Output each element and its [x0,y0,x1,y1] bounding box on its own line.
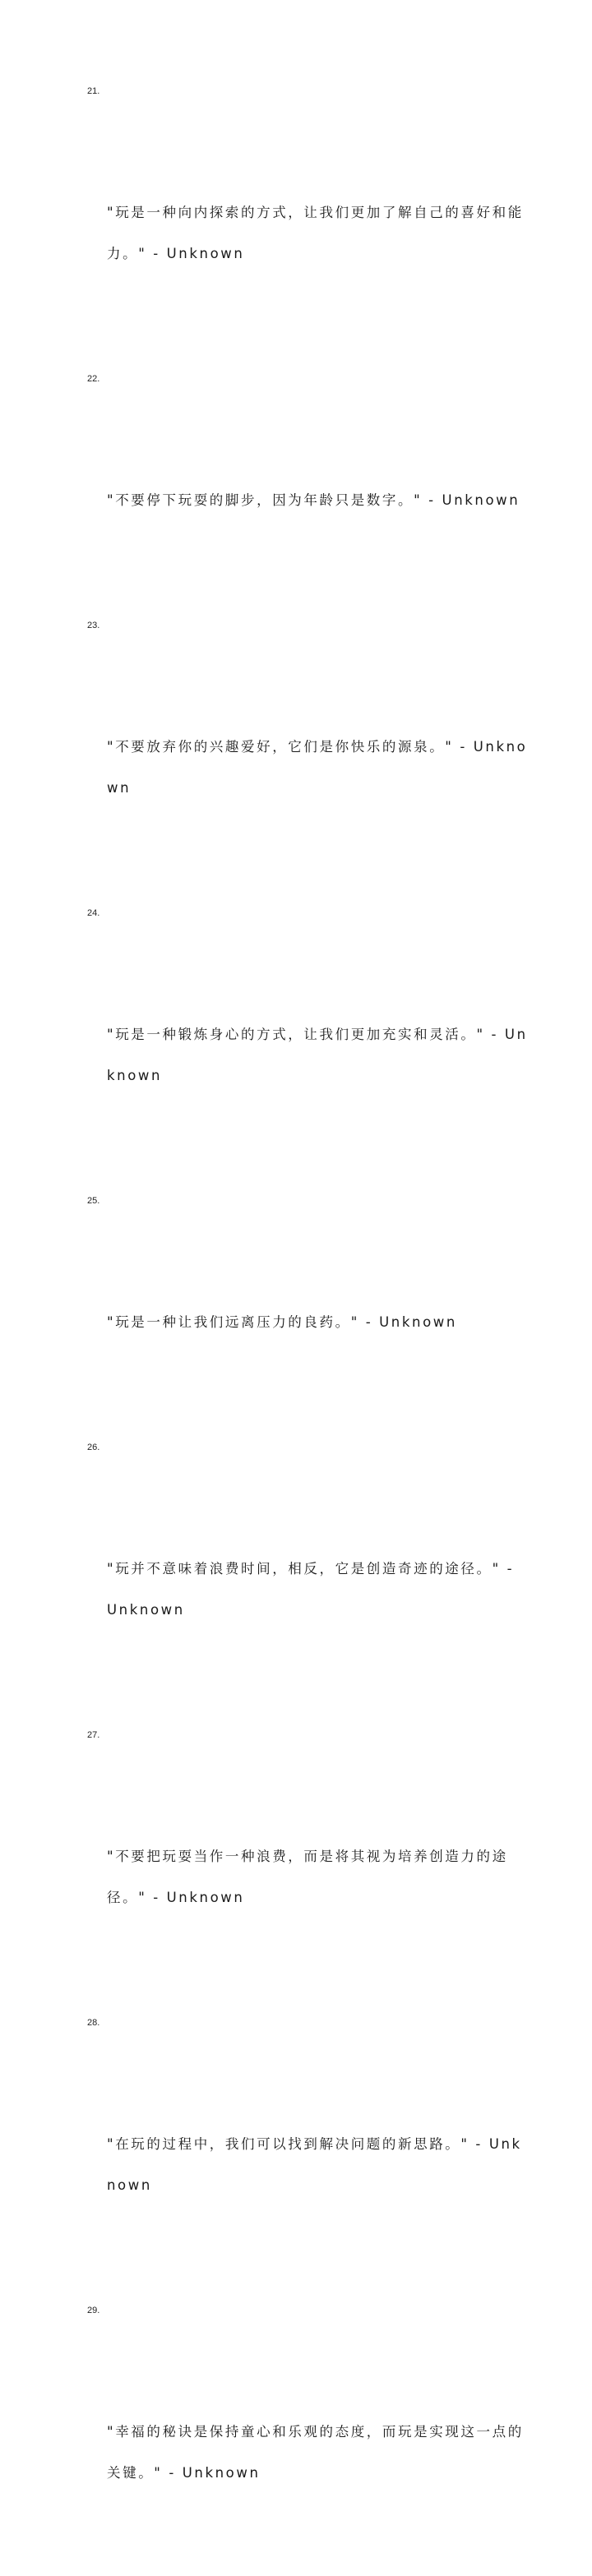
item-number: 28. [87,2018,100,2028]
list-item [87,2288,531,2576]
quote-text: "不要停下玩耍的脚步，因为年龄只是数字。" - Unknown [107,492,520,508]
quote-text: "不要把玩耍当作一种浪费，而是将其视为培养创造力的途径。" - Unknown [107,1849,508,1905]
list-item [87,357,531,603]
list-item [87,1179,531,1425]
quote-list [87,69,531,2576]
item-number: 22. [87,374,100,384]
quote-text: "玩是一种锻炼身心的方式，让我们更加充实和灵活。" - Unknown [107,1027,528,1083]
list-item [87,1713,531,2001]
list-item [87,891,531,1179]
quote-text: "玩是一种让我们远离压力的良药。" - Unknown [107,1314,457,1330]
list-item [87,1425,531,1713]
item-number: 24. [87,908,100,918]
item-number: 23. [87,621,100,630]
quote-text: "不要放弃你的兴趣爱好，它们是你快乐的源泉。" - Unknown [107,739,528,796]
item-number: 21. [87,86,100,96]
quote-text: "在玩的过程中，我们可以找到解决问题的新思路。" - Unknown [107,2136,522,2193]
item-number: 27. [87,1730,100,1740]
list-item [87,69,531,357]
quote-text: "玩是一种向内探索的方式，让我们更加了解自己的喜好和能力。" - Unknown [107,205,524,261]
item-number: 25. [87,1196,100,1206]
item-number: 26. [87,1443,100,1452]
item-number: 29. [87,2306,100,2315]
list-item [87,603,531,891]
quote-text: "玩并不意味着浪费时间，相反，它是创造奇迹的途径。" - Unknown [107,1561,521,1618]
quote-text: "幸福的秘诀是保持童心和乐观的态度，而玩是实现这一点的关键。" - Unknown [107,2424,524,2481]
list-item [87,2001,531,2288]
